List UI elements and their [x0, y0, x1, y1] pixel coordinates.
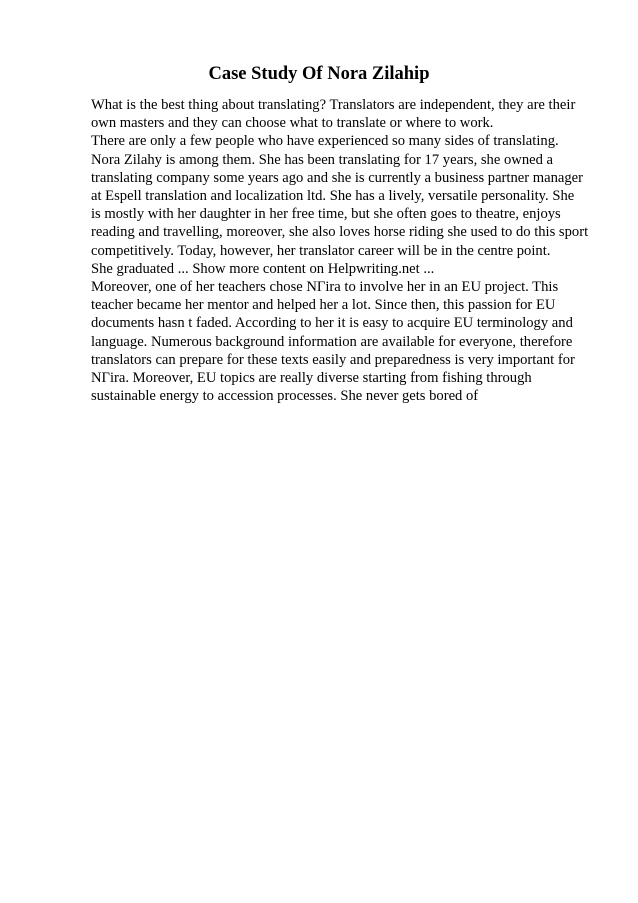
body-line: language. Numerous background information are available for everyone, therefore: [91, 333, 573, 350]
body-line: translating company some years ago and she is currently a business partner manager: [91, 169, 583, 186]
document-body: [91, 96, 596, 405]
body-line: competitively. Today, however, her translator career will be in the centre point.: [91, 242, 551, 259]
show-more-line: She graduated ... Show more content on Helpwriting.net ...: [91, 260, 435, 277]
body-line: What is the best thing about translating? Translators are independent, they are their: [91, 97, 576, 113]
body-line: sustainable energy to accession processes. She never gets bored of: [91, 388, 479, 405]
body-line: documents hasn t faded. According to her it is easy to acquire EU terminology and: [91, 315, 573, 332]
body-line: is mostly with her daughter in her free time, but she often goes to theatre, enjoys: [91, 206, 561, 223]
body-line: teacher became her mentor and helped her a lot. Since then, this passion for EU: [91, 297, 556, 314]
body-line: There are only a few people who have experienced so many sides of translating.: [91, 133, 559, 150]
body-line: NΓira. Moreover, EU topics are really diverse starting from fishing through: [91, 370, 532, 387]
body-line: Moreover, one of her teachers chose NΓira to involve her in an EU project. This: [91, 279, 559, 296]
body-line: reading and travelling, moreover, she also loves horse riding she used to do this sport: [91, 224, 589, 241]
document-title: Case Study Of Nora Zilahip: [208, 64, 430, 84]
body-line: own masters and they can choose what to translate or where to work.: [91, 115, 494, 132]
body-line: translators can prepare for these texts easily and preparedness is very important for: [91, 351, 575, 368]
body-line: at Espell translation and localization ltd. She has a lively, versatile personality. She: [91, 188, 575, 205]
body-line: Nora Zilahy is among them. She has been translating for 17 years, she owned a: [91, 151, 554, 168]
